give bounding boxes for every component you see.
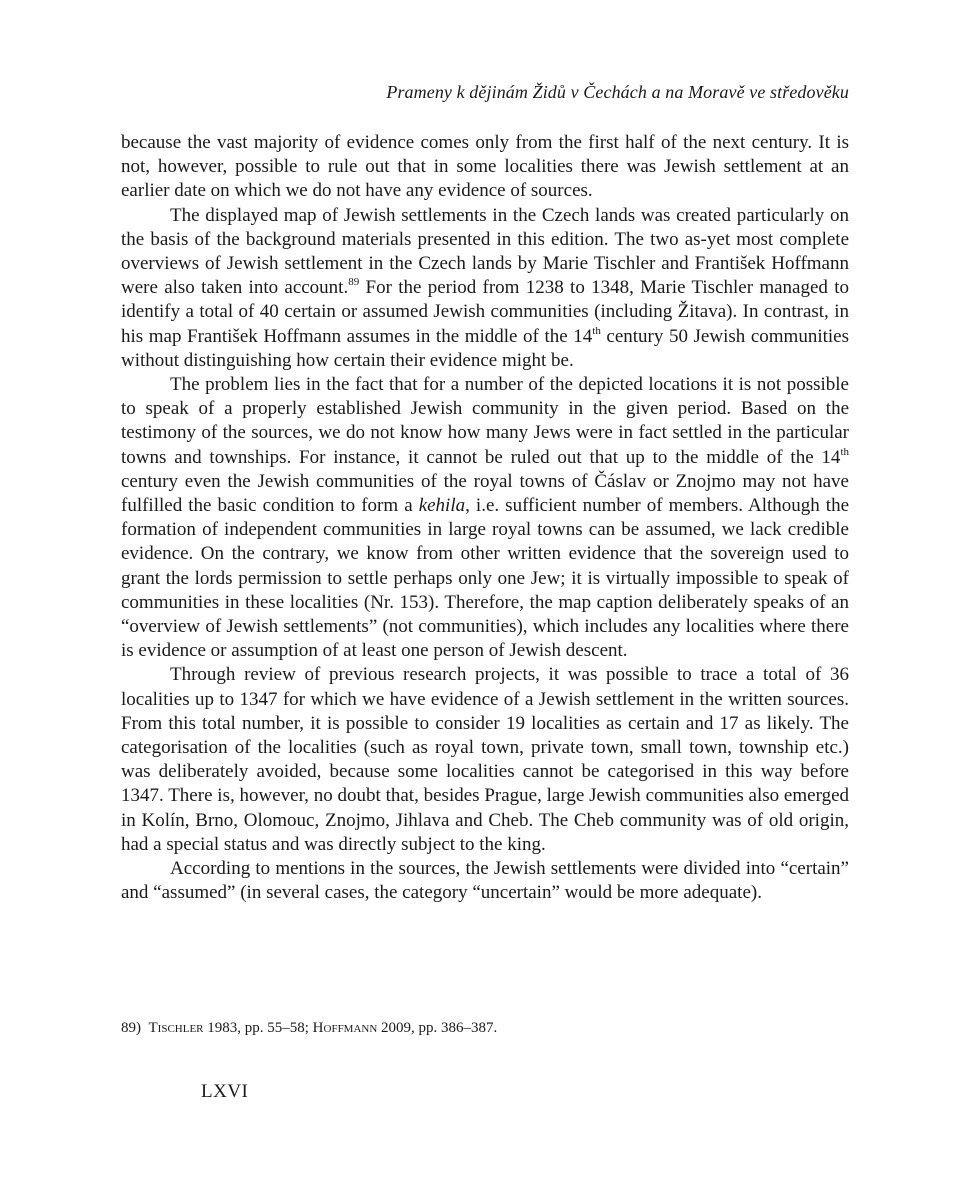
paragraph-2 bbox=[121, 204, 849, 373]
body-text bbox=[121, 131, 849, 906]
book-page bbox=[121, 0, 849, 1181]
italic-term-kehila: kehila bbox=[418, 495, 466, 517]
running-head: Prameny k dějinám Židů v Čechách a na Moravě ve středověku bbox=[386, 82, 849, 102]
footnote-number: 89) bbox=[121, 1020, 141, 1036]
page-number: LXVI bbox=[201, 1081, 249, 1102]
ordinal-superscript: th bbox=[592, 324, 601, 337]
paragraph-3 bbox=[121, 373, 849, 663]
footnote-citation-2: 2009, pp. 386–387. bbox=[377, 1020, 498, 1036]
footnote-reference[interactable]: 89 bbox=[348, 276, 360, 289]
paragraph-1: because the vast majority of evidence comes only from the first half of the next century. It is not, however, possible to rule out that in some localities there was Jewish settlement at an earlier date on which we do not have any evidence of sources. bbox=[121, 132, 849, 202]
paragraph-5: According to mentions in the sources, the Jewish settlements were divided into “certain” and “assumed” (in several cases, the category “uncertain” would be more adequate). bbox=[121, 858, 849, 904]
paragraph-2-part-c: century 50 Jewish communities without distinguishing how certain their evidence might be. bbox=[121, 325, 849, 371]
footnote-citation-1: 1983, pp. 55–58; bbox=[203, 1020, 313, 1036]
footnote-89 bbox=[121, 1018, 849, 1038]
paragraph-3-part-c: , i.e. sufficient number of members. Although the formation of independent communities in large royal towns can be assumed, we lack credible evidence. On the contrary, we know from other written evidence that the sovereign used to grant the lords permission to settle perhaps only one Jew; it is virtually impossible to speak of communities in these localities (Nr. 153). Therefore, the map caption deliberately speaks of an “overview of Jewish settlements” (not communities), which includes any localities where there is evidence or assumption of at least one person of Jewish descent. bbox=[121, 495, 850, 662]
paragraph-3-part-a: The problem lies in the fact that for a number of the depicted locations it is not possible to speak of a properly established Jewish community in the given period. Based on the testimony of the sources, we do not know how many Jews were in fact settled in the particular towns and townships. For instance, it cannot be ruled out that up to the middle of the 14 bbox=[121, 374, 849, 468]
footnote-author-tischler: Tischler bbox=[148, 1020, 204, 1036]
ordinal-superscript: th bbox=[840, 445, 849, 458]
paragraph-2-part-b: For the period from 1238 to 1348, Marie Tischler managed to identify a total of 40 certain or assumed Jewish communities (including Žitava). In contrast, in his map František Hoffmann assumes in the middle of the 14 bbox=[121, 277, 849, 347]
paragraph-4: Through review of previous research projects, it was possible to trace a total of 36 localities up to 1347 for which we have evidence of a Jewish settlement in the written sources. From this total number, it is possible to consider 19 localities as certain and 17 as likely. The categorisation of the localities (such as royal town, private town, small town, township etc.) was deliberately avoided, because some localities cannot be categorised in this way before 1347. There is, however, no doubt that, besides Prague, large Jewish communities also emerged in Kolín, Brno, Olomouc, Znojmo, Jihlava and Cheb. The Cheb community was of old origin, had a special status and was directly subject to the king. bbox=[121, 664, 849, 855]
paragraph-2-part-a: The displayed map of Jewish settlements in the Czech lands was created particularly on the basis of the background materials presented in this edition. The two as-yet most complete overviews of Jewish settlement in the Czech lands by Marie Tischler and František Hoffmann were also taken into account. bbox=[121, 204, 849, 299]
footnote-author-hoffmann: Hoffmann bbox=[312, 1020, 378, 1036]
paragraph-3-part-b: century even the Jewish communities of the royal towns of Čáslav or Znojmo may not have fulfilled the basic condition to form a bbox=[121, 470, 849, 517]
